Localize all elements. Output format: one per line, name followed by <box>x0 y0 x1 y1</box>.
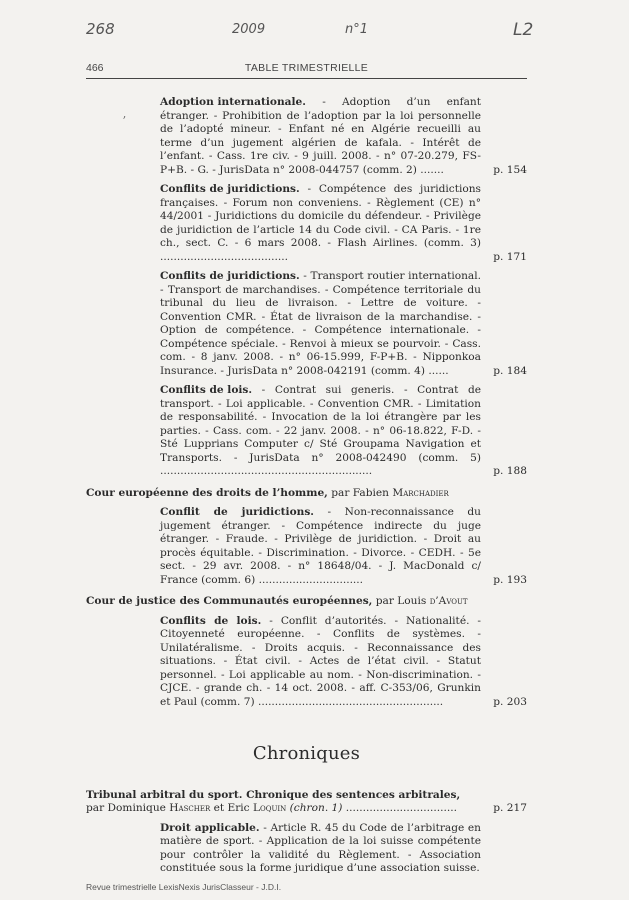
entry-heading: Droit applicable. <box>160 821 260 834</box>
entry-page: p. 154 <box>493 163 527 176</box>
index-entry: Conflits de juridictions. - Compétence des juridictions françaises. - Forum non conveniens. - Règlement (CE) n° 44/2001 - Juridictions du domicile du défendeur. - Privilège de juridiction de l’article 14 du Code civil. - CA Paris. - 1re ch., sect. C. - 6 mars 2008. - Flash Airlines. (comm. 3) ...................................... p. 171 <box>160 183 527 263</box>
index-entry: Conflit de juridictions. - Non-reconnaissance du jugement étranger. - Compétence indirecte du juge étranger. - Fraude. - Privilège de juridiction. - Droit au procès équitable. - Discrimination. - Divorce. - CEDH. - 5e sect. - 29 avr. 2008. - n° 18648/04. - J. MacDonald c/ France (comm. 6) ............................... p. 193 <box>160 506 527 586</box>
entry-body: - Conflit d’autorités. - Nationalité. - Citoyenneté européenne. - Conflits de systèmes. - Unilatéralisme. - Droits acquis. - Reconnaissance des situations. - État civil. - Actes de l’état civil. - Statut personnel. - Loi applicable au nom. - Non-discrimination. - CJCE. - grande ch. - 14 oct. 2008. - aff. C-353/06, Grunkin et Paul (comm. 7) <box>160 614 482 708</box>
entry-page: p. 193 <box>493 573 527 586</box>
handwritten-note: 268 <box>86 20 115 38</box>
entry-heading: Conflits de lois. <box>160 384 253 396</box>
section-heading <box>86 487 527 501</box>
author-name: d’Avout <box>429 595 468 607</box>
chronique-entry: Tribunal arbitral du sport. Chronique des sentences arbitrales, par Dominique Hascher et Eric Loquin (chron. 1) ................................. p. 217 <box>86 788 527 814</box>
by-label: par Louis <box>372 595 430 607</box>
author-name: Marchadier <box>392 486 449 499</box>
entry-body: - Adoption d’un enfant étranger. - Prohibition de l’adoption par la loi personnelle de l’adopté mineur. - Enfant né en Algérie recueilli au terme d’un jugement algérien de kafala. - Intérêt de l’enfant. - Cass. 1re civ. - 9 juill. 2008. - n° 07-20.279, FS-P+B. - G. - JurisData n° 2008-044757 (comm. 2) <box>160 96 481 176</box>
author-name: Hascher <box>169 802 211 814</box>
entry-heading: Conflit de juridictions. <box>160 506 314 518</box>
court-title: Cour de justice des Communautés européennes, <box>86 595 373 607</box>
entry-page: p. 171 <box>493 250 527 263</box>
entry-body: - Compétence des juridictions françaises. - Forum non conveniens. - Règlement (CE) n° 44/2001 - Juridictions du domicile du défendeur. - Privilège de juridiction de l’article 14 du Code civil. - CA Paris. - 1re ch., sect. C. - 6 mars 2008. - Flash Airlines. (comm. 3) <box>160 183 481 249</box>
index-entry: Conflits de lois. - Contrat sui generis. - Contrat de transport. - Loi applicable. - Convention CMR. - Limitation de responsabilité. - Invocation de la loi étrangère par les parties. - Cass. com. - 22 janv. 2008. - n° 06-18.822, F-D. - Sté Lupprians Computer c/ Sté Groupama Navigation et Transports. - JurisData n° 2008-042490 (comm. 5) ............................................................... p. 188 <box>160 384 527 477</box>
entry-page: p. 217 <box>493 802 527 814</box>
entry-body: - Transport routier international. - Transport de marchandises. - Compétence territoriale du tribunal du lieu de livraison. - Lettre de voiture. - Convention CMR. - État de livraison de la marchandise. - Option de compétence. - Compétence internationale. - Compétence spéciale. - Renvoi à mieux se pourvoir. - Cass. com. - 8 janv. 2008. - n° 06-15.999, F-P+B. - Nipponkoa Insurance. - JurisData n° 2008-042191 (comm. 4) <box>160 270 481 377</box>
entry-body: - Non-reconnaissance du jugement étranger. - Compétence indirecte du juge étranger. - Fraude. - Privilège de juridiction. - Droit au procès équitable. - Discrimination. - Divorce. - CEDH. - 5e sect. - 29 avr. 2008. - n° 18648/04. - J. MacDonald c/ France (comm. 6) <box>160 506 481 586</box>
table-content <box>86 96 527 882</box>
handwritten-note: L2 <box>513 20 534 40</box>
entry-page: p. 203 <box>493 695 527 708</box>
index-entry: Conflits de lois. - Conflit d’autorités. - Nationalité. - Citoyenneté européenne. - Conflits de systèmes. - Unilatéralisme. - Droits acquis. - Reconnaissance des situations. - État civil. - Actes de l’état civil. - Statut personnel. - Loi applicable au nom. - Non-discrimination. - CJCE. - grande ch. - 14 oct. 2008. - aff. C-353/06, Grunkin et Paul (comm. 7) ....................................................... p. 203 <box>160 614 527 708</box>
entry-body: - Contrat sui generis. - Contrat de transport. - Loi applicable. - Convention CMR. - Limitation de responsabilité. - Invocation de la loi étrangère par les parties. - Cass. com. - 22 janv. 2008. - n° 06-18.822, F-D. - Sté Lupprians Computer c/ Sté Groupama Navigation et Transports. - JurisData n° 2008-042490 (comm. 5) <box>160 384 481 464</box>
and-label: et Eric <box>210 802 253 814</box>
header-title: TABLE TRIMESTRIELLE <box>244 62 369 74</box>
entry-page: p. 184 <box>493 364 527 377</box>
entry-heading: Conflits de juridictions. <box>160 183 300 195</box>
entry-body: - Article R. 45 du Code de l’arbitrage en matière de sport. - Application de la loi suisse compétente pour contrôler la validité du Règlement. - Association constituée sous la forme juridique d’une association suisse. <box>160 821 482 874</box>
handwritten-note: 2009 <box>232 22 266 37</box>
chronique-ref: (chron. 1) <box>286 802 343 814</box>
entry-heading: Adoption internationale. <box>160 96 306 108</box>
page-footer: Revue trimestrielle LexisNexis JurisClasseur - J.D.I. <box>86 882 282 892</box>
running-header <box>86 62 527 79</box>
handwritten-note: n°1 <box>345 22 369 37</box>
index-entry: Adoption internationale. - Adoption d’un enfant étranger. - Prohibition de l’adoption par la loi personnelle de l’adopté mineur. - Enfant né en Algérie recueilli au terme d’un jugement algérien de kafala. - Intérêt de l’enfant. - Cass. 1re civ. - 9 juill. 2008. - n° 07-20.279, FS-P+B. - G. - JurisData n° 2008-044757 (comm. 2) ....... p. 154 <box>160 96 527 176</box>
court-title: Cour européenne des droits de l’homme, <box>86 486 328 499</box>
entry-heading: Conflits de juridictions. <box>160 270 300 282</box>
index-entry <box>86 822 527 876</box>
chronique-heading: Tribunal arbitral du sport. Chronique des sentences arbitrales, <box>86 788 461 801</box>
entry-heading: Conflits de lois. <box>160 614 262 627</box>
section-heading <box>86 595 527 609</box>
author-name: Loquin <box>252 802 287 814</box>
chroniques-title: Chroniques <box>252 743 361 764</box>
entry-page: p. 188 <box>493 465 527 477</box>
page-number: 466 <box>86 62 104 74</box>
by-label: par Fabien <box>327 486 393 499</box>
margin-mark: ʼ <box>122 114 126 128</box>
by-label: par Dominique <box>86 802 170 814</box>
index-entry: Conflits de juridictions. - Transport routier international. - Transport de marchandises. - Compétence territoriale du tribunal du lieu de livraison. - Lettre de voiture. - Convention CMR. - État de livraison de la marchandise. - Option de compétence. - Compétence internationale. - Compétence spéciale. - Renvoi à mieux se pourvoir. - Cass. com. - 8 janv. 2008. - n° 06-15.999, F-P+B. - Nipponkoa Insurance. - JurisData n° 2008-042191 (comm. 4) ...... p. 184 <box>160 270 527 377</box>
